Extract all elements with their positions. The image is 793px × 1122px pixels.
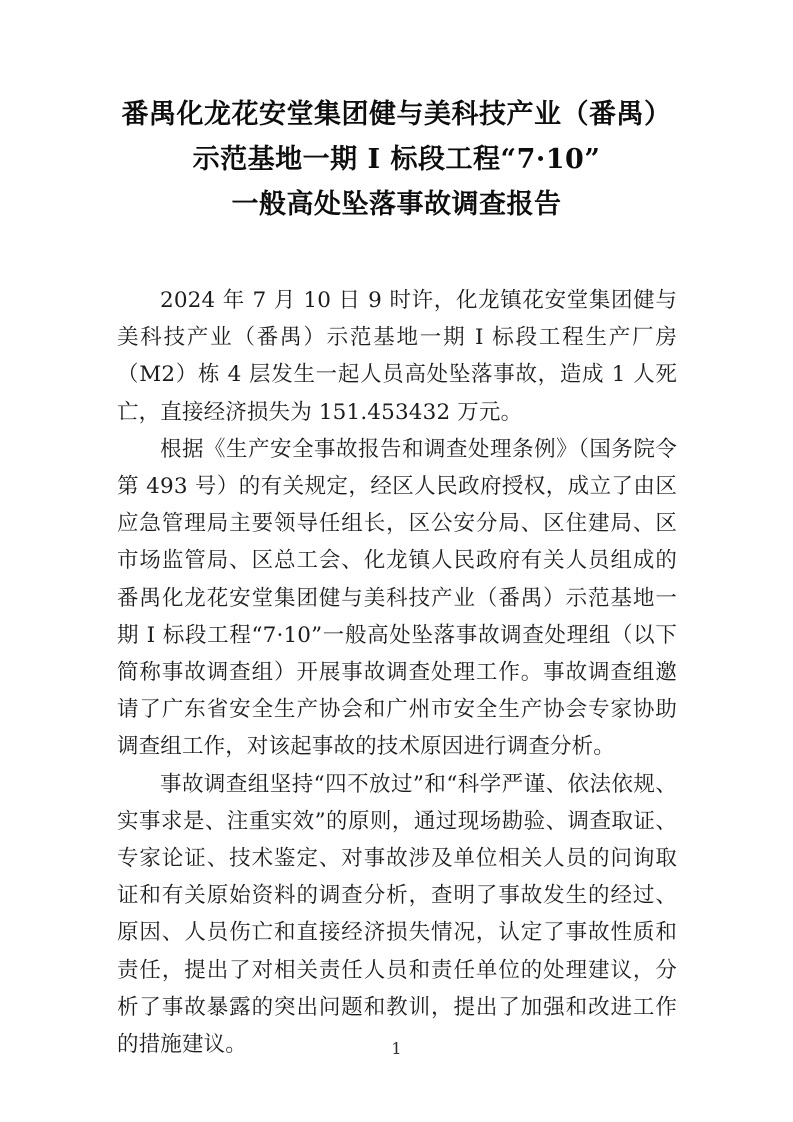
- body-paragraph: 事故调查组坚持“四不放过”和“科学严谨、依法依规、实事求是、注重实效”的原则，通过现场勘验、调查取证、专家论证、技术鉴定、对事故涉及单位相关人员的问询取证和有关原始资料的调查分析，查明了事故发生的经过、原因、人员伤亡和直接经济损失情况，认定了事故性质和责任，提出了对相关责任人员和责任单位的处理建议，分析了事故暴露的突出问题和教训，提出了加强和改进工作的措施建议。: [117, 771, 677, 1058]
- document-body: [117, 282, 677, 1063]
- title-line-1: 番禺化龙花安堂集团健与美科技产业（番禺）: [121, 99, 672, 130]
- title-line-3: 一般高处坠落事故调查报告: [231, 189, 562, 220]
- body-paragraph: 2024 年 7 月 10 日 9 时许，化龙镇花安堂集团健与美科技产业（番禺）示范基地一期 I 标段工程生产厂房（M2）栋 4 层发生一起人员高处坠落事故，造成 1 人死亡，直接经济损失为 151.453432 万元。: [117, 288, 677, 425]
- title-line-2: 示范基地一期 I 标段工程“7·10”: [192, 144, 601, 175]
- body-paragraph: 根据《生产安全事故报告和调查处理条例》（国务院令第 493 号）的有关规定，经区人民政府授权，成立了由区应急管理局主要领导任组长，区公安分局、区住建局、区市场监管局、区总工会、化龙镇人民政府有关人员组成的番禺化龙花安堂集团健与美科技产业（番禺）示范基地一期 I 标段工程“7·10”一般高处坠落事故调查处理组（以下简称事故调查组）开展事故调查处理工作。事故调查组邀请了广东省安全生产协会和广州市安全生产协会专家协助调查组工作，对该起事故的技术原因进行调查分析。: [117, 436, 677, 760]
- page-title: [0, 92, 793, 227]
- page-number: 1: [391, 1039, 402, 1058]
